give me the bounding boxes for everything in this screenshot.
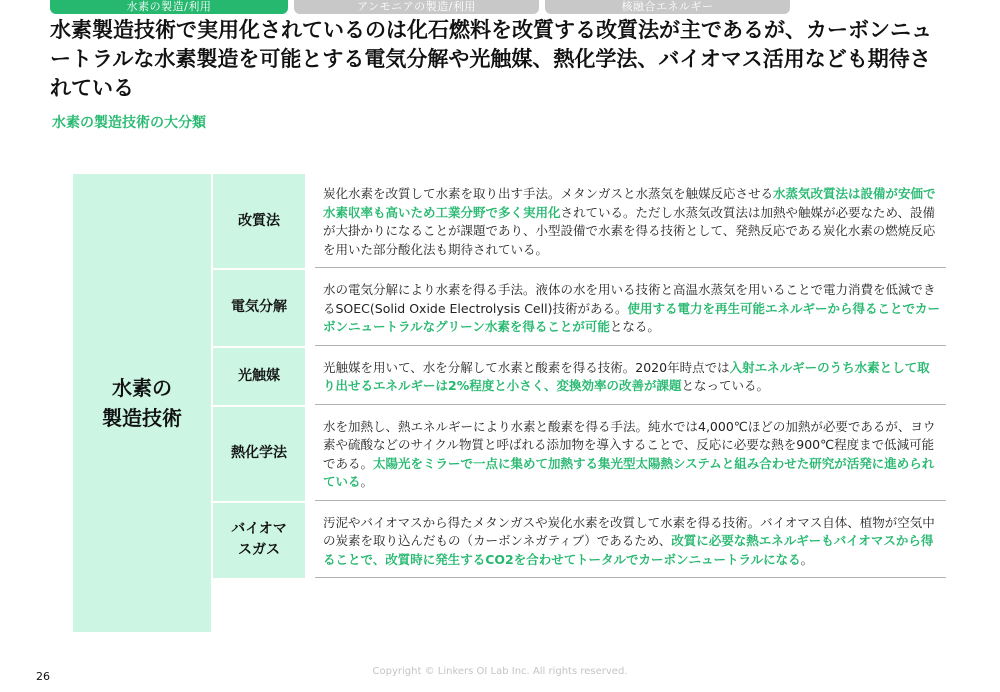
method-row-thermochemical [213, 407, 946, 501]
category-label: 水素の 製造技術 [102, 376, 182, 430]
methods-table [213, 174, 946, 580]
desc-text: されている。ただし水蒸気改質法は加熱や触媒が必要なため、設備が大掛かりになることが課題であり、小型設備で水素を得る技術として、発熱反応である炭化水素の燃焼反応を用いた部分酸化法も期待されている。 [323, 204, 936, 257]
page-number: 26 [36, 670, 50, 683]
desc-highlight: 使用する電力を再生可能エネルギーから得ることでカーボンニュートラルなグリーン水素を得ることが可能 [323, 300, 940, 334]
desc-highlight: 改質に必要な熱エネルギーもバイオマスから得ることで、改質時に発生するCO2を合わせてトータルでカーボンニュートラルになる [323, 533, 934, 567]
desc-text: 光触媒を用いて、水を分解して水素と酸素を得る技術。2020年時点では [323, 359, 730, 375]
desc-highlight: 太陽光をミラーで一点に集めて加熱する集光型太陽熱システムと組み合わせた研究が活発に進められている [323, 455, 935, 489]
method-description [315, 174, 946, 268]
desc-text: となっている。 [681, 378, 769, 393]
method-row-photocatalyst [213, 348, 946, 405]
desc-text: となる。 [609, 319, 660, 334]
tab-hydrogen[interactable]: 水素の製造/利用 [50, 0, 288, 14]
method-row-biomass [213, 503, 946, 579]
category-cell [73, 174, 211, 632]
section-tabs [50, 0, 790, 14]
method-label: 熱化学法 [213, 407, 305, 501]
method-label: 改質法 [213, 174, 305, 268]
desc-text: 炭化水素を改質して水素を取り出す手法。メタンガスと水蒸気を触媒反応させる [323, 186, 774, 201]
method-label: バイオマ スガス [213, 503, 305, 579]
desc-text: 水を加熱し、熱エネルギーにより水素と酸素を得る手法。純水では4,000℃ほどの加熱が必要であるが、ヨウ素や硫酸などのサイクル物質と呼ばれる添加物を導入することで、反応に必要な熱を900℃程度まで低減可能である。 [323, 418, 936, 471]
method-description [315, 503, 946, 579]
method-description [315, 407, 946, 501]
method-description [315, 270, 946, 346]
copyright: Copyright © Linkers OI Lab Inc. All rights reserved. [372, 666, 628, 677]
page-title: 水素製造技術で実用化されているのは化石燃料を改質する改質法が主であるが、カーボンニュートラルな水素製造を可能とする電気分解や光触媒、熱化学法、バイオマス活用なども期待されている [50, 18, 932, 100]
desc-text: 汚泥やバイオマスから得たメタンガスや炭化水素を改質して水素を得る技術。バイオマス自体、植物が空気中の炭素を取り込んだもの（カーボンネガティブ）であるため、 [323, 514, 935, 548]
desc-text: 水の電気分解により水素を得る手法。液体の水を用いる技術と高温水蒸気を用いることで電力消費を低減できるSOEC(Solid Oxide Electrolysis Cell)技術がある。 [323, 282, 936, 316]
tab-fusion[interactable]: 核融合エネルギー [545, 0, 790, 14]
desc-text: 。 [800, 551, 814, 567]
method-row-electrolysis [213, 270, 946, 346]
method-label: 光触媒 [213, 348, 305, 405]
method-label: 電気分解 [213, 270, 305, 346]
tab-ammonia[interactable]: アンモニアの製造/利用 [294, 0, 539, 14]
method-description [315, 348, 946, 405]
desc-highlight: 入射エネルギーのうち水素として取り出せるエネルギーは2%程度と小さく、変換効率の改善が課題 [323, 359, 930, 393]
desc-text: 。 [360, 474, 374, 489]
desc-highlight: 水蒸気改質法は設備が安価で水素収率も高いため工業分野で多く実用化 [323, 186, 936, 220]
section-subtitle: 水素の製造技術の大分類 [52, 115, 206, 131]
method-row-reforming [213, 174, 946, 268]
